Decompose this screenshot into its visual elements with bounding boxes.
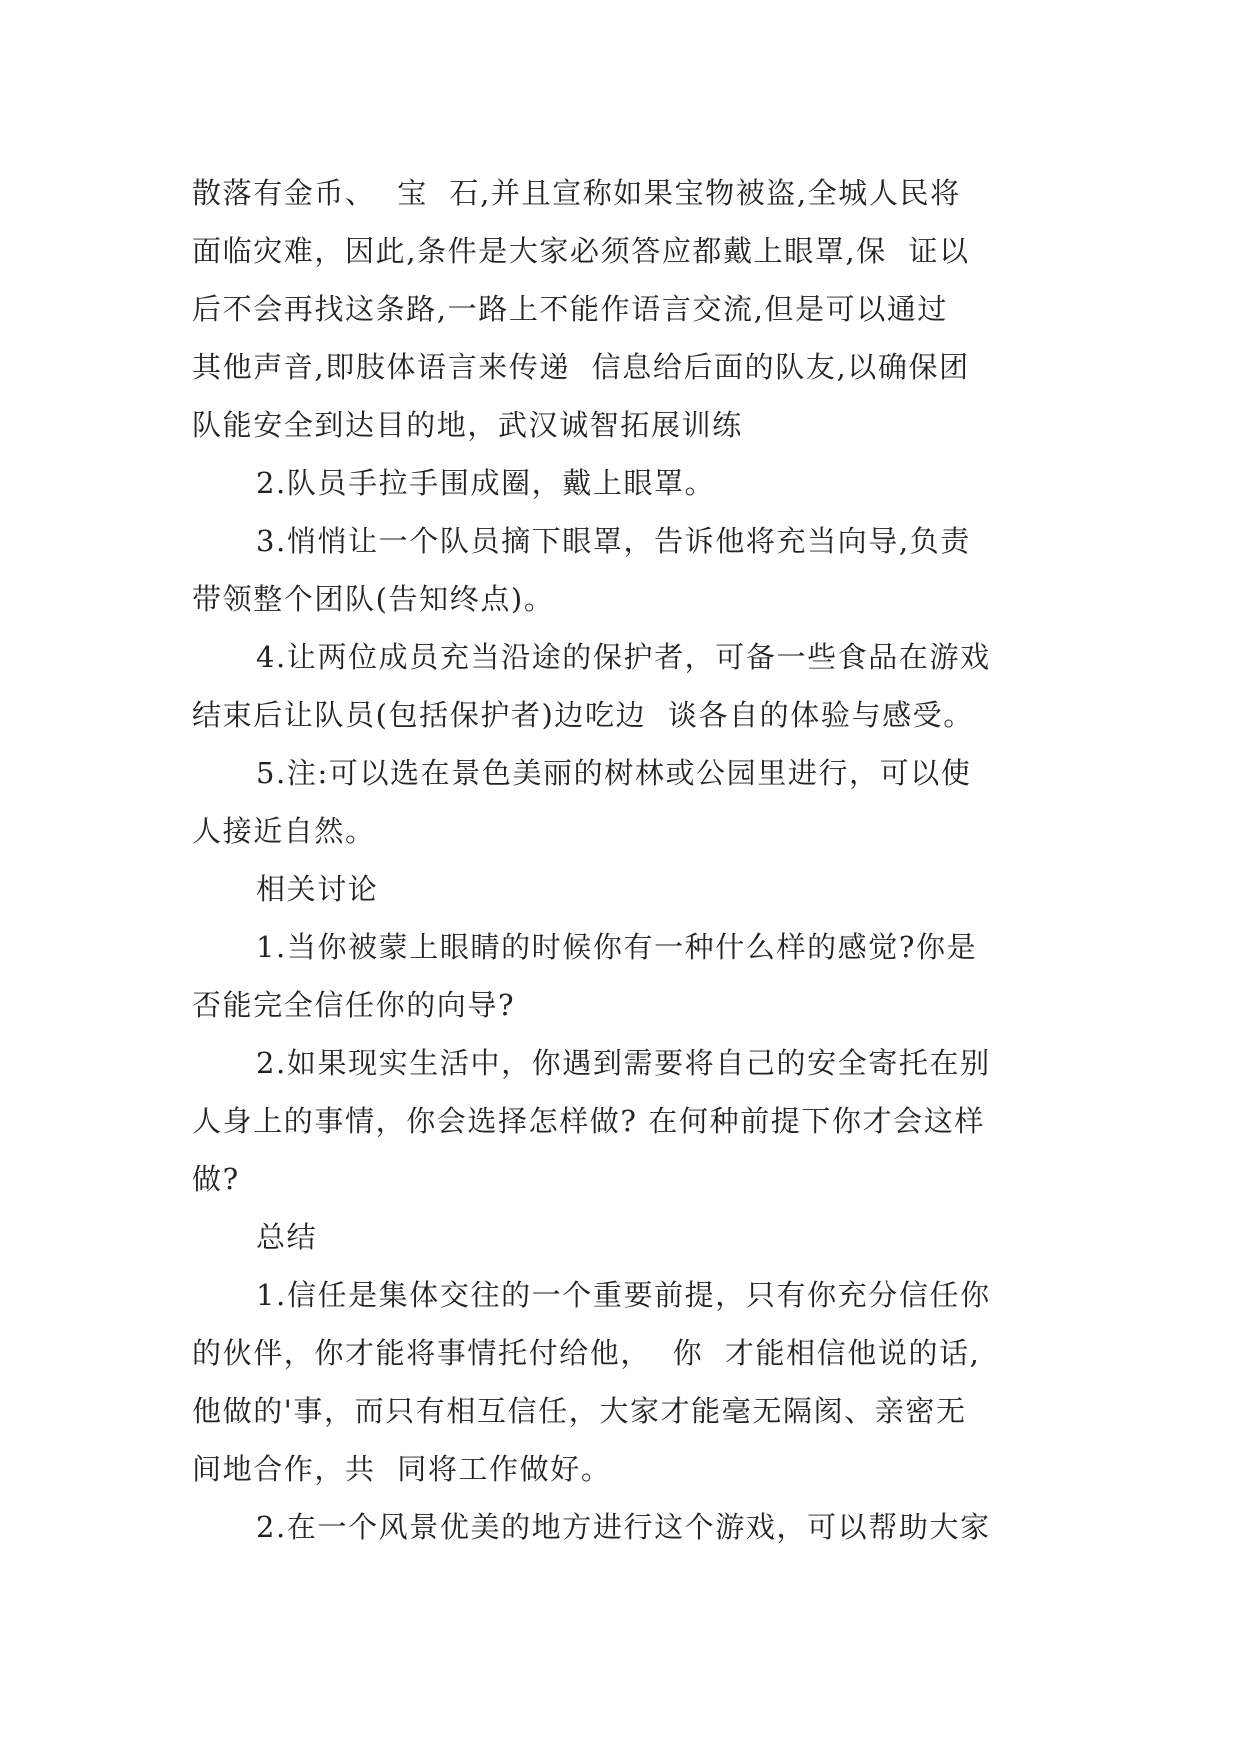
section-heading-summary: 总结 [256,1220,318,1254]
text-line: 他做的'事，而只有相互信任，大家才能毫无隔阂、亲密无 [192,1394,967,1428]
discussion-question-2: 2.如果现实生活中，你遇到需要将自己的安全寄托在别 [256,1046,991,1080]
section-heading-discussion: 相关讨论 [256,872,379,906]
text-line: 人身上的事情，你会选择怎样做? 在何种前提下你才会这样 [192,1104,985,1138]
document-page [192,164,1052,1556]
text-line: 间地合作，共 同将工作做好。 [192,1452,612,1486]
summary-point-2: 2.在一个风景优美的地方进行这个游戏，可以帮助大家 [256,1510,991,1544]
paragraph-step-3: 3.悄悄让一个队员摘下眼罩，告诉他将充当向导,负责 [256,524,971,558]
text-line: 后不会再找这条路,一路上不能作语言交流,但是可以通过 [192,292,949,326]
summary-point-1: 1.信任是集体交往的一个重要前提，只有你充分信任你 [256,1278,991,1312]
text-line: 的伙伴，你才能将事情托付给他， 你 才能相信他说的话, [192,1336,981,1370]
paragraph-step-5: 5.注:可以选在景色美丽的树林或公园里进行，可以使 [256,756,972,790]
text-line: 做? [192,1162,240,1196]
text-line: 带领整个团队(告知终点)。 [192,582,555,616]
text-line: 面临灾难，因此,条件是大家必须答应都戴上眼罩,保 证以 [192,234,970,268]
text-line: 人接近自然。 [192,814,376,848]
text-line: 否能完全信任你的向导? [192,988,516,1022]
paragraph-step-4: 4.让两位成员充当沿途的保护者，可备一些食品在游戏 [256,640,991,674]
text-line: 散落有金币、 宝 石,并且宣称如果宝物被盗,全城人民将 [192,176,961,210]
text-line: 队能安全到达目的地，武汉诚智拓展训练 [192,408,743,442]
text-line: 其他声音,即肢体语言来传递 信息给后面的队友,以确保团 [192,350,970,384]
paragraph-step-2: 2.队员手拉手围成圈，戴上眼罩。 [256,466,716,500]
discussion-question-1: 1.当你被蒙上眼睛的时候你有一种什么样的感觉?你是 [256,930,978,964]
text-line: 结束后让队员(包括保护者)边吃边 谈各自的体验与感受。 [192,698,974,732]
